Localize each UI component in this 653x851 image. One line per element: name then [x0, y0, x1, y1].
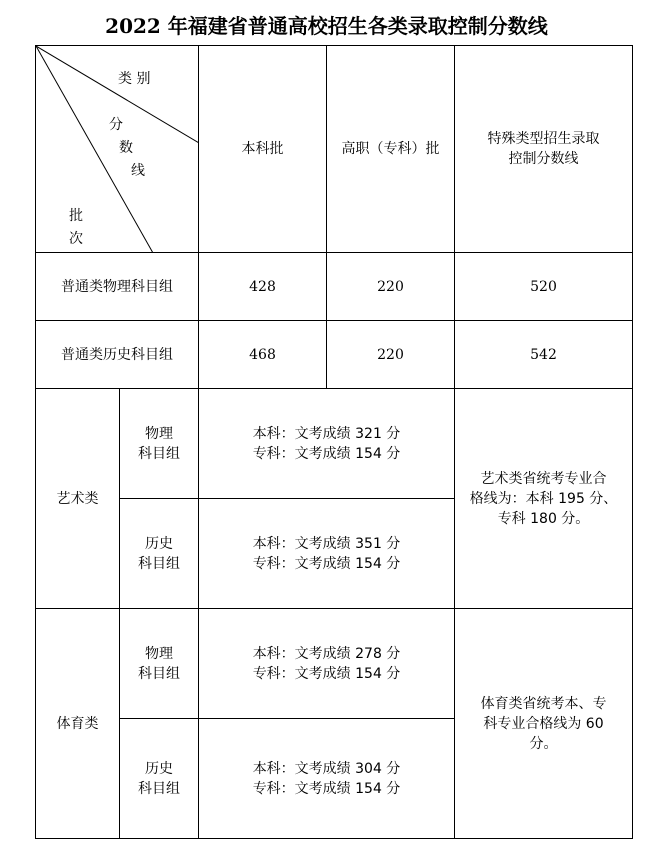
art-history-scores	[199, 499, 455, 609]
diag-batch-char-2: 次	[69, 231, 83, 247]
header-benke: 本科批	[199, 46, 327, 253]
sport-note-line-1: 体育类省统考本、专	[480, 695, 607, 712]
score-table	[35, 45, 633, 839]
row-label-physics: 普通类物理科目组	[36, 253, 199, 321]
diag-category-label: 类 别	[118, 71, 151, 87]
history-gaozhi-score: 220	[327, 321, 455, 389]
header-special-line-2: 控制分数线	[508, 151, 579, 167]
document-title: 2022 年福建省普通高校招生各类录取控制分数线	[105, 14, 548, 38]
physics-gaozhi-score: 220	[327, 253, 455, 321]
art-history-line-1: 本科：文考成绩 351 分	[252, 535, 401, 552]
sport-history-subgroup	[120, 719, 199, 839]
sport-history-sub-1: 历史	[145, 760, 173, 777]
history-benke-score: 468	[199, 321, 327, 389]
diag-score-char-3: 线	[131, 163, 145, 179]
sport-label: 体育类	[36, 609, 120, 839]
art-label: 艺术类	[36, 389, 120, 609]
sport-physics-scores	[199, 609, 455, 719]
sport-history-line-2: 专科：文考成绩 154 分	[252, 780, 401, 797]
header-gaozhi: 高职（专科）批	[327, 46, 455, 253]
sport-note	[455, 609, 633, 839]
header-row	[36, 46, 633, 253]
art-physics-subgroup	[120, 389, 199, 499]
physics-special-score: 520	[455, 253, 633, 321]
row-label-history: 普通类历史科目组	[36, 321, 199, 389]
art-physics-scores	[199, 389, 455, 499]
art-history-line-2: 专科：文考成绩 154 分	[252, 555, 401, 572]
sport-history-line-1: 本科：文考成绩 304 分	[252, 760, 401, 777]
art-note-line-2: 格线为：本科 195 分、	[469, 490, 618, 507]
art-physics-sub-1: 物理	[145, 425, 173, 442]
art-history-sub-1: 历史	[145, 535, 173, 552]
sport-history-sub-2: 科目组	[138, 780, 180, 797]
diag-batch-char-1: 批	[69, 208, 83, 224]
diag-score-char-2: 数	[119, 140, 133, 156]
sport-history-scores	[199, 719, 455, 839]
art-note	[455, 389, 633, 609]
diag-score-char-1: 分	[109, 117, 123, 133]
table-row-art-physics	[36, 389, 633, 499]
art-physics-line-2: 专科：文考成绩 154 分	[252, 445, 401, 462]
table-row-history	[36, 321, 633, 389]
sport-note-line-2: 科专业合格线为 60	[483, 715, 604, 732]
physics-benke-score: 428	[199, 253, 327, 321]
art-history-subgroup	[120, 499, 199, 609]
diagonal-header-cell	[36, 46, 199, 253]
art-note-line-1: 艺术类省统考专业合	[480, 470, 607, 487]
art-physics-line-1: 本科：文考成绩 321 分	[252, 425, 401, 442]
art-physics-sub-2: 科目组	[138, 445, 180, 462]
art-history-sub-2: 科目组	[138, 555, 180, 572]
history-special-score: 542	[455, 321, 633, 389]
sport-physics-line-1: 本科：文考成绩 278 分	[252, 645, 401, 662]
table-row-sport-physics	[36, 609, 633, 719]
sport-physics-sub-2: 科目组	[138, 665, 180, 682]
sport-note-line-3: 分。	[529, 735, 558, 752]
sport-physics-sub-1: 物理	[145, 645, 173, 662]
sport-physics-line-2: 专科：文考成绩 154 分	[252, 665, 401, 682]
art-note-line-3: 专科 180 分。	[497, 510, 590, 527]
table-row-physics	[36, 253, 633, 321]
header-special	[455, 46, 633, 253]
sport-physics-subgroup	[120, 609, 199, 719]
header-special-line-1: 特殊类型招生录取	[487, 131, 600, 147]
